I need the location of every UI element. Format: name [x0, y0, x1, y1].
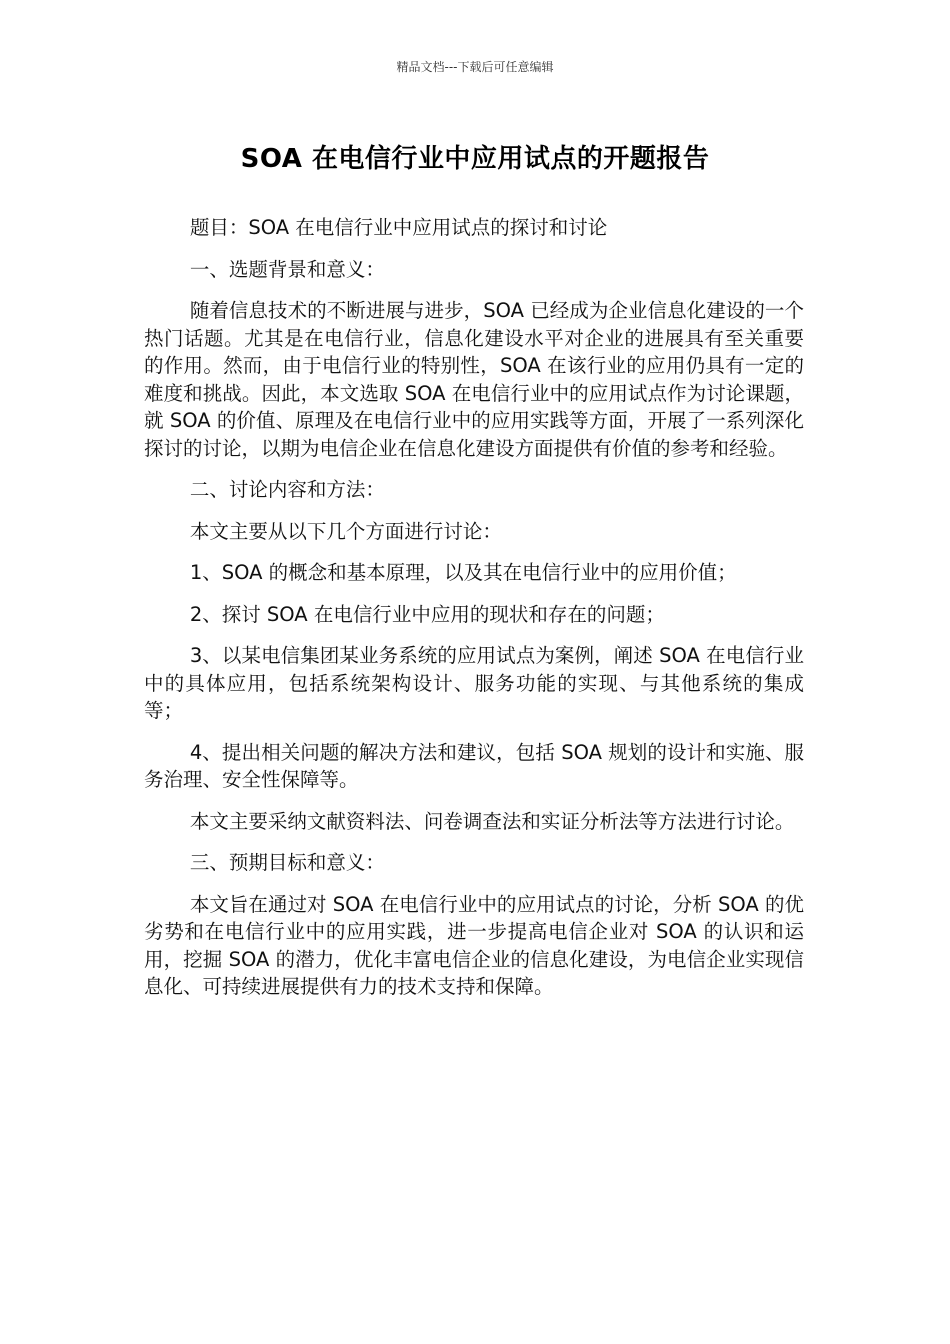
content-item-2: 2、探讨 SOA 在电信行业中应用的现状和存在的问题； [189, 602, 665, 626]
section-heading-content: 二、讨论内容和方法： [189, 478, 385, 501]
content-item-1: 1、SOA 的概念和基本原理，以及其在电信行业中的应用价值； [189, 561, 737, 584]
content-item-4: 4、提出相关问题的解决方法和建议，包括 SOA 规划的设计和实施、服务治理、安全性保障等。 [144, 740, 804, 791]
document-body [144, 214, 804, 1015]
section-heading-goals: 三、预期目标和意义： [189, 851, 385, 874]
content-item-3: 3、以某电信集团某业务系统的应用试点为案例，阐述 SOA 在电信行业中的具体应用，包括系统架构设计、服务功能的实现、与其他系统的集成等； [144, 644, 804, 722]
document-title: SOA 在电信行业中应用试点的开题报告 [240, 144, 710, 174]
methods-paragraph: 本文主要采纳文献资料法、问卷调查法和实证分析法等方法进行讨论。 [189, 809, 795, 833]
page-header: 精品文档---下载后可任意编辑 [396, 60, 554, 74]
section-heading-background: 一、选题背景和意义： [189, 257, 385, 281]
topic-line: 题目：SOA 在电信行业中应用试点的探讨和讨论 [189, 216, 608, 239]
content-intro: 本文主要从以下几个方面进行讨论： [189, 519, 502, 543]
background-paragraph: 随着信息技术的不断进展与进步，SOA 已经成为企业信息化建设的一个热门话题。尤其是在电信行业，信息化建设水平对企业的进展具有至关重要的作用。然而，由于电信行业的特别性，SOA 在该行业的应用仍具有一定的难度和挑战。因此，本文选取 SOA 在电信行业中的应用试点作为讨论课题，就 SOA 的价值、原理及在电信行业中的应用实践等方面，开展了一系列深化探讨的讨论，以期为电信企业在信息化建设方面提供有价值的参考和经验。 [144, 299, 804, 460]
goals-paragraph: 本文旨在通过对 SOA 在电信行业中的应用试点的讨论，分析 SOA 的优劣势和在电信行业中的应用实践，进一步提高电信企业对 SOA 的认识和运用，挖掘 SOA 的潜力，优化丰富电信企业的信息化建设，为电信企业实现信息化、可持续进展提供有力的技术支持和保障。 [144, 892, 804, 998]
